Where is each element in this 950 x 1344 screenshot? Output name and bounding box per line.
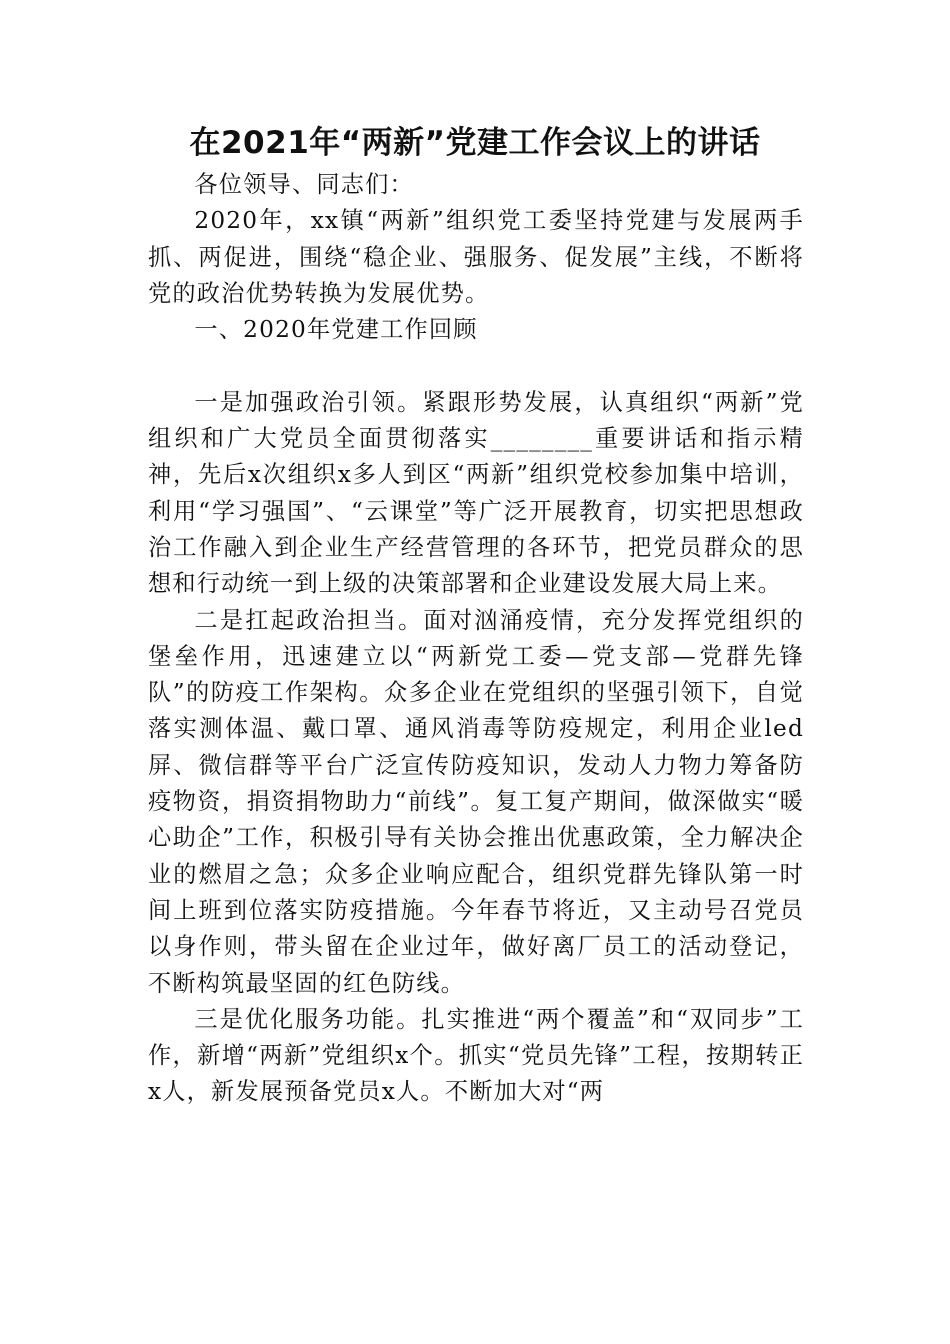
salutation: 各位领导、同志们： [194, 171, 414, 198]
document-body [148, 167, 804, 1111]
paragraph-political-guidance: 一是加强政治引领。紧跟形势发展，认真组织“两新”党组织和广大党员全面贯彻落实________重要讲话和指示精神，先后x次组织x多人到区“两新”组织党校参加集中培训，利用“学习强国”、“云课堂”等广泛开展教育，切实把思想政治工作融入到企业生产经营管理的各环节，把党员群众的思想和行动统一到上级的决策部署和企业建设发展大局上来。 [148, 388, 804, 598]
document-title: 在2021年“两新”党建工作会议上的讲话 [189, 125, 761, 161]
paragraph-service-function: 三是优化服务功能。扎实推进“两个覆盖”和“双同步”工作，新增“两新”党组织x个。抓实“党员先锋”工程，按期转正x人，新发展预备党员x人。不断加大对“两 [148, 1005, 804, 1106]
blank-line [148, 348, 804, 384]
paragraph-political-responsibility: 二是扛起政治担当。面对汹涌疫情，充分发挥党组织的堡垒作用，迅速建立以“两新党工委—党支部—党群先锋队”的防疫工作架构。众多企业在党组织的坚强引领下，自觉落实测体温、戴口罩、通风消毒等防疫规定，利用企业led屏、微信群等平台广泛宣传防疫知识，发动人力物力筹备防疫物资，捐资捐物助力“前线”。复工复产期间，做深做实“暖心助企”工作，积极引导有关协会推出优惠政策，全力解决企业的燃眉之急；众多企业响应配合，组织党群先锋队第一时间上班到位落实防疫措施。今年春节将近，又主动号召党员以身作则，带头留在企业过年，做好离厂员工的活动登记，不断构筑最坚固的红色防线。 [148, 606, 804, 997]
intro-paragraph: 2020年，xx镇“两新”组织党工委坚持党建与发展两手抓、两促进，围绕“稳企业、强服务、促发展”主线，不断将党的政治优势转换为发展优势。 [148, 207, 804, 307]
section-heading: 一、2020年党建工作回顾 [194, 316, 478, 344]
